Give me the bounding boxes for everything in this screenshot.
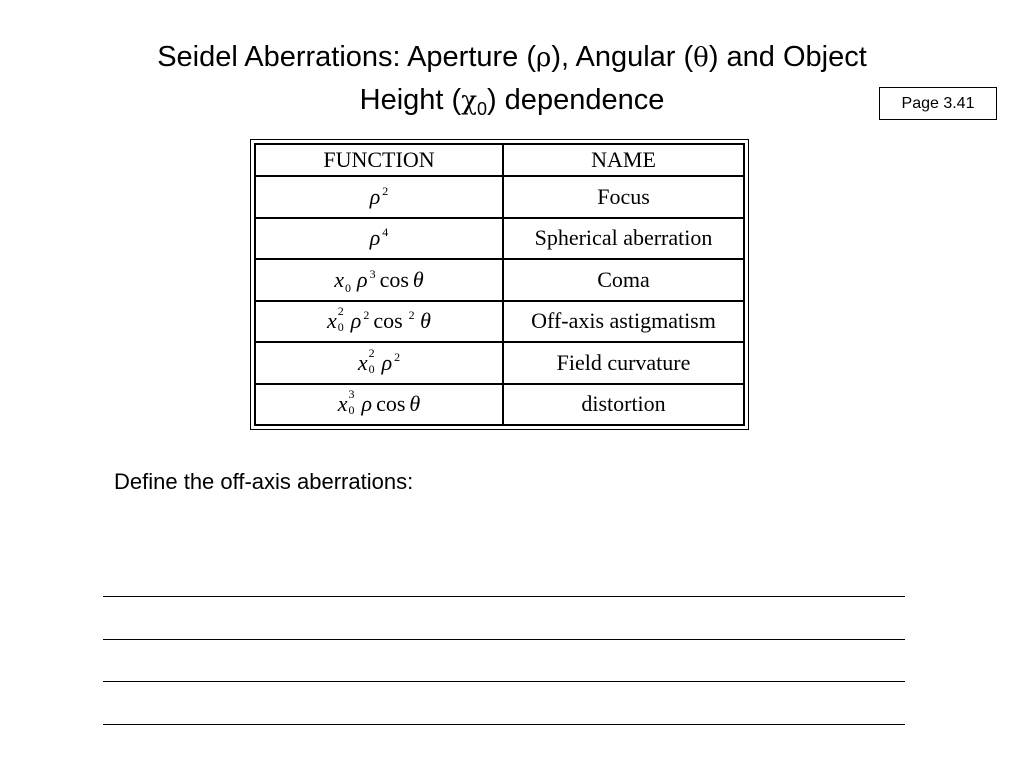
title-text: ) and Object bbox=[708, 41, 867, 73]
rho-symbol: ρ bbox=[357, 266, 368, 292]
table-row bbox=[255, 176, 744, 218]
index-stack bbox=[348, 387, 362, 418]
function-cell bbox=[255, 176, 503, 218]
prompt-text: Define the off-axis aberrations: bbox=[114, 469, 414, 494]
x-symbol: x bbox=[357, 349, 368, 375]
rho-symbol: ρ bbox=[350, 308, 362, 334]
title-text: Height ( bbox=[359, 84, 462, 116]
theta-symbol: θ bbox=[409, 391, 421, 417]
table-row bbox=[255, 384, 744, 426]
theta-symbol: θ bbox=[420, 308, 431, 334]
exponent: 3 bbox=[348, 387, 355, 402]
cos-text: cos bbox=[379, 266, 409, 292]
x-symbol: x bbox=[334, 266, 345, 292]
table-header-row bbox=[255, 144, 744, 176]
exponent: 4 bbox=[382, 225, 389, 240]
name-cell: Off-axis astigmatism bbox=[503, 301, 744, 343]
title-text: Seidel Aberrations: Aperture ( bbox=[157, 41, 537, 73]
title-line-1 bbox=[0, 36, 1024, 79]
exponent: 2 bbox=[394, 349, 401, 364]
name-cell: distortion bbox=[503, 384, 744, 426]
function-cell bbox=[255, 259, 503, 301]
subscript: 0 bbox=[348, 403, 355, 418]
exponent: 2 bbox=[363, 308, 370, 323]
function-cell bbox=[255, 342, 503, 384]
name-cell: Field curvature bbox=[503, 342, 744, 384]
exponent: 2 bbox=[337, 304, 344, 319]
index-stack bbox=[337, 304, 351, 335]
answer-line bbox=[103, 681, 905, 682]
table-row bbox=[255, 342, 744, 384]
exponent: 3 bbox=[369, 266, 376, 281]
x-symbol: x bbox=[337, 391, 348, 417]
theta-symbol: θ bbox=[412, 266, 424, 292]
aberration-table-frame bbox=[250, 139, 749, 430]
slide-title bbox=[0, 36, 1024, 124]
function-cell bbox=[255, 301, 503, 343]
chi-symbol: χ bbox=[461, 86, 477, 116]
function-cell bbox=[255, 218, 503, 260]
name-cell: Focus bbox=[503, 176, 744, 218]
header-name: NAME bbox=[503, 144, 744, 176]
table-row bbox=[255, 301, 744, 343]
rho-symbol: ρ bbox=[369, 183, 381, 209]
rho-symbol: ρ bbox=[361, 391, 373, 417]
exponent: 2 bbox=[368, 345, 375, 360]
exponent: 2 bbox=[408, 308, 415, 323]
title-text: ), Angular ( bbox=[551, 41, 694, 73]
subscript: 0 bbox=[345, 280, 352, 295]
title-line-2 bbox=[0, 79, 1024, 124]
page-label: Page 3.41 bbox=[879, 87, 997, 120]
aberration-table bbox=[254, 143, 745, 426]
rho-symbol: ρ bbox=[381, 349, 393, 375]
title-text: ) dependence bbox=[486, 84, 665, 116]
answer-line bbox=[103, 639, 905, 640]
theta-symbol: θ bbox=[693, 43, 709, 73]
subscript: 0 bbox=[337, 320, 344, 335]
table-row bbox=[255, 218, 744, 260]
index-stack bbox=[368, 345, 382, 376]
x-symbol: x bbox=[327, 308, 337, 334]
cos-text: cos bbox=[376, 391, 406, 417]
chi-subscript: 0 bbox=[476, 99, 487, 119]
rho-symbol: ρ bbox=[536, 43, 552, 73]
cos-text: cos bbox=[373, 308, 403, 334]
rho-symbol: ρ bbox=[369, 225, 381, 251]
name-cell: Spherical aberration bbox=[503, 218, 744, 260]
exponent: 2 bbox=[382, 183, 389, 198]
header-function: FUNCTION bbox=[255, 144, 503, 176]
name-cell: Coma bbox=[503, 259, 744, 301]
function-cell bbox=[255, 384, 503, 426]
answer-line bbox=[103, 724, 905, 725]
subscript: 0 bbox=[368, 361, 375, 376]
answer-line bbox=[103, 596, 905, 597]
table-row bbox=[255, 259, 744, 301]
